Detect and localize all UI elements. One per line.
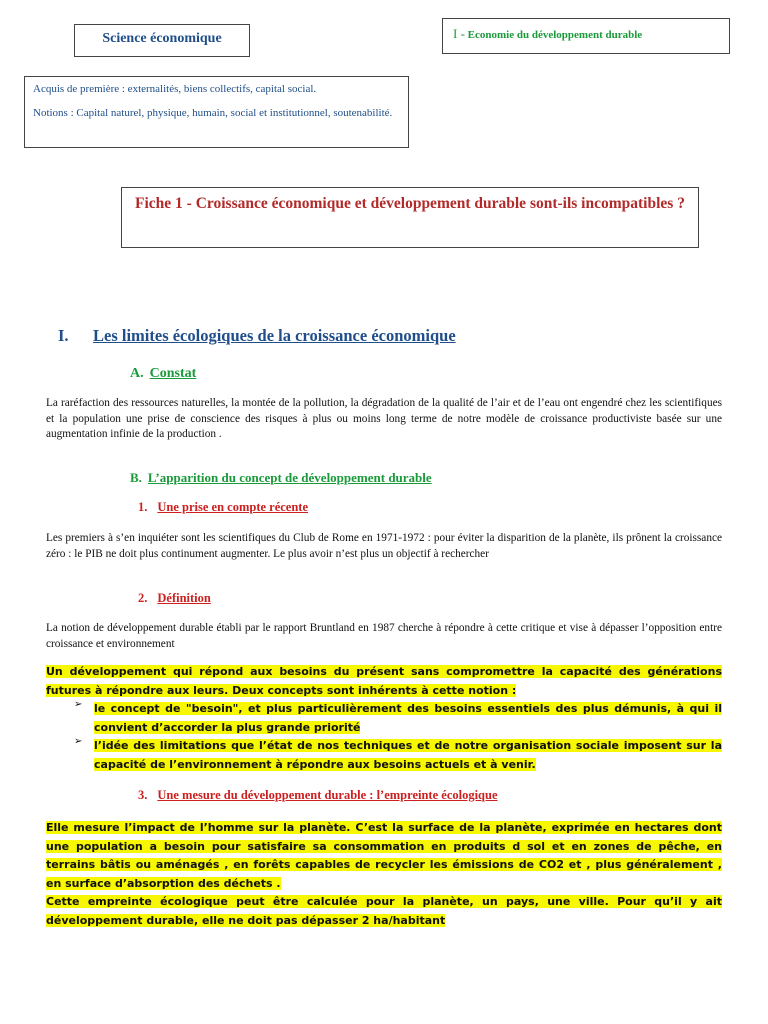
subject-label: Science économique bbox=[102, 31, 222, 46]
empreinte-text-1: Elle mesure l’impact de l’homme sur la planète. C’est la surface de la planète, exprimée en hectares dont une population a besoin pour satisfaire sa consommation en produits d sol et en zones de pêche, en terrains bâtis ou aménagés , en forêts capables de recycler les émissions de CO2 et , plus généralement , en surface d’absorption des déchets . bbox=[46, 821, 722, 890]
item-3-number: 3. bbox=[138, 788, 148, 802]
item-3-heading bbox=[138, 788, 498, 803]
item-1-title: Une prise en compte récente bbox=[157, 500, 309, 514]
subsection-a-number: A. bbox=[130, 366, 144, 381]
acquis-line: Acquis de première : externalités, biens collectifs, capital social. bbox=[33, 83, 317, 95]
bullet-text: le concept de "besoin", et plus particulièrement des besoins essentiels des plus démunis, à qui il convient d’accorder la plus grande priorité bbox=[94, 702, 722, 734]
arrow-bullet-icon: ➢ bbox=[74, 699, 83, 710]
section-heading bbox=[58, 326, 456, 346]
definition-text: Un développement qui répond aux besoins du présent sans compromettre la capacité des générations futures à répondre aux leurs. Deux concepts sont inhérents à cette notion : bbox=[46, 665, 722, 697]
bullet-text: l’idée des limitations que l’état de nos techniques et de notre organisation sociale imposent sur la capacité de l’environnement à répondre aux besoins actuels et à venir. bbox=[94, 739, 722, 771]
subsection-b-title: L’apparition du concept de développement durable bbox=[147, 470, 432, 485]
notions-line: Notions : Capital naturel, physique, humain, social et institutionnel, soutenabilité. bbox=[33, 107, 393, 119]
subsection-a-heading bbox=[130, 366, 196, 382]
item-3-title: Une mesure du développement durable : l’empreinte écologique bbox=[157, 788, 498, 802]
section-title: Les limites écologiques de la croissance économique bbox=[93, 326, 456, 345]
chapter-number: I - bbox=[453, 26, 465, 41]
item-2-title: Définition bbox=[157, 591, 211, 605]
fiche-title: Fiche 1 - Croissance économique et développement durable sont-ils incompatibles ? bbox=[135, 195, 685, 212]
subsection-b-heading bbox=[130, 470, 432, 486]
item-1-number: 1. bbox=[138, 500, 148, 514]
chapter-box bbox=[442, 18, 730, 54]
paragraph-club-de-rome: Les premiers à s’en inquiéter sont les scientifiques du Club de Rome en 1971-1972 : pour éviter la disparition de la planète, ils prônent la croissance zéro : le PIB ne doit plus continument augmenter. Le plus avoir n’est plus un objectif à rechercher bbox=[46, 532, 722, 560]
item-2-number: 2. bbox=[138, 591, 148, 605]
chapter-title: Economie du développement durable bbox=[467, 29, 643, 41]
paragraph-constat: La raréfaction des ressources naturelles, la montée de la pollution, la dégradation de la qualité de l’air et de l’eau ont engendré chez les scientifiques et la population une prise de conscience des risques à plus ou moins long terme de notre modèle de croissance productiviste basée sur une augmentation infinie de la production . bbox=[46, 397, 722, 440]
empreinte-highlight-block bbox=[46, 818, 722, 929]
item-1-heading bbox=[138, 500, 308, 515]
fiche-title-box bbox=[121, 187, 699, 248]
empreinte-text-2: Cette empreinte écologique peut être calculée pour la planète, un pays, une ville. Pour qu’il y ait développement durable, elle ne doit pas dépasser 2 ha/habitant bbox=[46, 895, 722, 927]
definition-highlight-block bbox=[46, 662, 722, 773]
subject-box bbox=[74, 24, 250, 57]
section-number: I. bbox=[58, 326, 69, 345]
bullet-item bbox=[46, 699, 722, 736]
bullet-item bbox=[46, 736, 722, 773]
subsection-a-title: Constat bbox=[149, 366, 197, 381]
acquis-box bbox=[24, 76, 409, 148]
paragraph-definition: La notion de développement durable établi par le rapport Bruntland en 1987 cherche à répondre à cette critique et vise à dépasser l’opposition entre croissance et environnement bbox=[46, 622, 722, 650]
arrow-bullet-icon: ➢ bbox=[74, 736, 83, 747]
subsection-b-number: B. bbox=[130, 470, 142, 485]
item-2-heading bbox=[138, 591, 211, 606]
